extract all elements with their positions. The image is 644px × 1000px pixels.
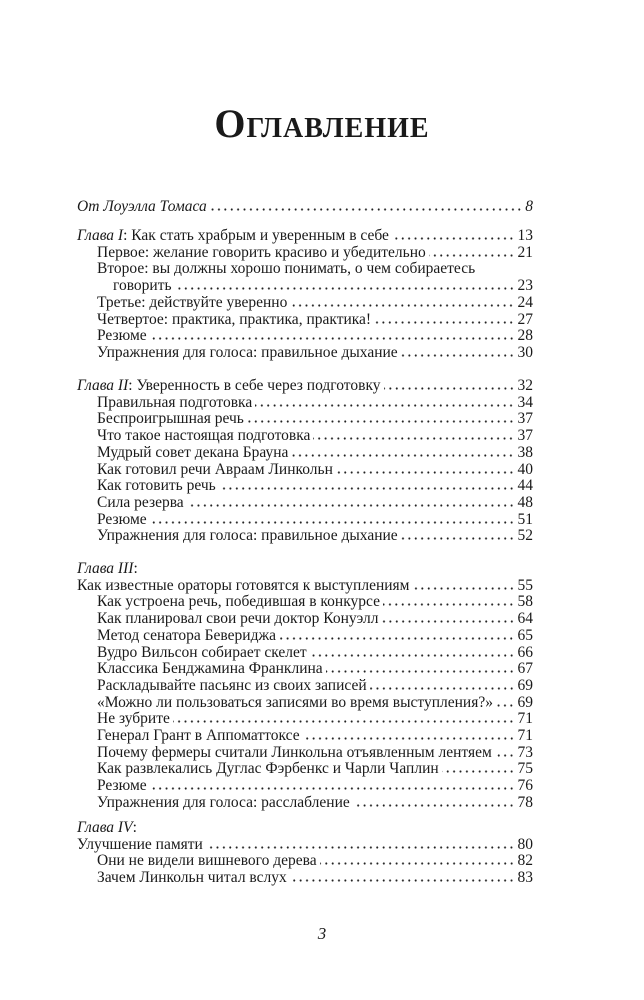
page-ref: 67 bbox=[517, 660, 533, 678]
page-ref: 76 bbox=[517, 777, 533, 795]
page-ref: 27 bbox=[517, 310, 533, 328]
entry-text: Правильная подготовка bbox=[97, 393, 253, 411]
page-ref: 83 bbox=[517, 869, 533, 887]
toc-entry bbox=[77, 628, 533, 645]
entry-text: Беспроигрышная речь bbox=[97, 410, 244, 428]
dot-leader bbox=[429, 254, 515, 257]
toc-entry bbox=[77, 411, 533, 428]
entry-text: Они не видели вишневого дерева bbox=[97, 852, 317, 870]
toc-entry-title bbox=[77, 837, 203, 854]
toc-entry-title bbox=[97, 661, 323, 678]
dot-leader bbox=[401, 537, 515, 540]
toc-entry bbox=[77, 228, 533, 245]
dot-leader bbox=[401, 354, 515, 357]
toc-entry-title bbox=[97, 870, 287, 887]
entry-text: Как известные ораторы готовятся к выступлениям bbox=[77, 576, 410, 594]
dot-leader bbox=[303, 737, 515, 740]
entry-text: Четвертое: практика, практика, практика! bbox=[97, 310, 372, 328]
toc-entry-title bbox=[97, 312, 371, 329]
toc-entry-title bbox=[97, 512, 147, 529]
toc-entry bbox=[77, 611, 533, 628]
toc-entry-title bbox=[97, 611, 379, 628]
page-ref: 32 bbox=[517, 377, 533, 394]
toc-entry-title bbox=[97, 853, 317, 870]
dot-leader bbox=[150, 337, 515, 340]
dot-leader bbox=[219, 487, 515, 490]
dot-leader bbox=[255, 404, 514, 407]
entry-text: Вудро Вильсон собирает скелет bbox=[97, 643, 307, 661]
toc-entry bbox=[77, 199, 533, 216]
toc-entry bbox=[77, 378, 533, 395]
entry-text: говорить bbox=[113, 277, 172, 295]
page-ref: 69 bbox=[517, 693, 533, 711]
toc-entry bbox=[77, 778, 533, 795]
page-ref: 21 bbox=[517, 243, 533, 261]
toc-entry bbox=[77, 661, 533, 678]
dot-leader bbox=[150, 521, 515, 524]
toc-entry-title bbox=[97, 678, 367, 695]
toc-entry-title bbox=[97, 245, 426, 262]
dot-leader bbox=[210, 208, 523, 211]
toc-entry-title bbox=[97, 328, 147, 345]
page-ref: 13 bbox=[517, 227, 533, 244]
page-ref: 30 bbox=[517, 343, 533, 361]
toc-section-chapter-2 bbox=[77, 378, 533, 545]
entry-text: Как готовил речи Авраам Линкольн bbox=[97, 460, 333, 478]
toc-entry bbox=[77, 478, 533, 495]
toc-entry bbox=[77, 837, 533, 854]
dot-leader bbox=[290, 304, 514, 307]
toc-entry-title bbox=[97, 761, 439, 778]
entry-text: Резюме bbox=[97, 327, 147, 345]
toc-entry bbox=[77, 395, 533, 412]
page-ref: 24 bbox=[517, 293, 533, 311]
page-ref: 78 bbox=[517, 793, 533, 811]
toc-heading-line bbox=[77, 820, 533, 837]
toc-entry-title bbox=[97, 528, 398, 545]
toc-entry-title bbox=[97, 395, 252, 412]
entry-text: Улучшение памяти bbox=[77, 835, 203, 853]
toc-entry bbox=[77, 278, 533, 295]
toc-entry bbox=[77, 594, 533, 611]
dot-leader bbox=[382, 620, 515, 623]
toc-entry bbox=[77, 745, 533, 762]
dot-leader bbox=[175, 287, 515, 290]
toc-entry bbox=[77, 462, 533, 479]
dot-leader bbox=[392, 237, 515, 240]
page-ref: 23 bbox=[517, 277, 533, 295]
toc-entry bbox=[77, 728, 533, 745]
dot-leader bbox=[173, 720, 515, 723]
toc-entry-title bbox=[97, 645, 307, 662]
dot-leader bbox=[279, 637, 514, 640]
chapter-label: Глава III bbox=[77, 560, 134, 577]
page-ref: 37 bbox=[517, 427, 533, 445]
entry-text: : Как стать храбрым и уверенным в себе bbox=[123, 227, 389, 244]
entry-text: : bbox=[132, 819, 137, 836]
entry-text: Упражнения для голоса: правильное дыхание bbox=[97, 343, 398, 361]
toc-entry bbox=[77, 345, 533, 362]
toc-entry bbox=[77, 528, 533, 545]
toc-entry-title bbox=[97, 495, 184, 512]
chapter-label: Глава IV bbox=[77, 819, 133, 836]
toc-entry bbox=[77, 870, 533, 887]
chapter-label: Глава I bbox=[77, 227, 124, 244]
toc-entry-title bbox=[77, 578, 410, 595]
entry-text: Первое: желание говорить красиво и убедительно bbox=[97, 243, 426, 261]
chapter-label: От Лоуэлла Томаса bbox=[77, 198, 207, 215]
toc-entry bbox=[77, 695, 533, 712]
toc-entry-title bbox=[97, 745, 492, 762]
toc-heading-line bbox=[77, 561, 533, 578]
dot-leader bbox=[384, 387, 515, 390]
toc-entry-title bbox=[97, 628, 276, 645]
toc-entry-title bbox=[77, 199, 207, 216]
toc-entry-title bbox=[97, 261, 475, 278]
page-ref: 75 bbox=[517, 760, 533, 778]
toc-entry bbox=[77, 312, 533, 329]
page-ref: 65 bbox=[517, 626, 533, 644]
entry-text: Зачем Линкольн читал вслух bbox=[97, 869, 287, 887]
page-ref: 37 bbox=[517, 410, 533, 428]
entry-text: Как готовить речь bbox=[97, 477, 216, 495]
toc-entry bbox=[77, 711, 533, 728]
dot-leader bbox=[413, 587, 515, 590]
dot-leader bbox=[495, 754, 515, 757]
page-ref: 66 bbox=[517, 643, 533, 661]
entry-text: Как развлекались Дуглас Фэрбенкс и Чарли Чаплин bbox=[97, 760, 439, 778]
dot-leader bbox=[374, 321, 514, 324]
page-ref: 73 bbox=[517, 743, 533, 761]
toc-heading-line bbox=[77, 261, 533, 278]
toc-entry bbox=[77, 445, 533, 462]
toc-entry-title bbox=[97, 411, 244, 428]
toc-entry-title bbox=[77, 561, 138, 578]
toc-entry bbox=[77, 328, 533, 345]
dot-leader bbox=[247, 420, 515, 423]
toc-entry-title bbox=[77, 820, 137, 837]
page-ref: 82 bbox=[517, 852, 533, 870]
page-ref: 8 bbox=[525, 198, 533, 215]
dot-leader bbox=[383, 603, 515, 606]
chapter-label: Глава II bbox=[77, 377, 129, 394]
dot-leader bbox=[353, 804, 515, 807]
dot-leader bbox=[291, 454, 514, 457]
toc-entry bbox=[77, 495, 533, 512]
entry-text: Что такое настоящая подготовка bbox=[97, 427, 311, 445]
toc-entry bbox=[77, 795, 533, 812]
dot-leader bbox=[370, 687, 515, 690]
entry-text: Почему фермеры считали Линкольна отъявленным лентяем bbox=[97, 743, 492, 761]
entry-text: Упражнения для голоса: расслабление bbox=[97, 793, 350, 811]
toc-entry bbox=[77, 245, 533, 262]
page-ref: 69 bbox=[517, 676, 533, 694]
page-ref: 38 bbox=[517, 443, 533, 461]
entry-text: : bbox=[133, 560, 138, 577]
entry-text: «Можно ли пользоваться записями во время выступления?» bbox=[97, 693, 493, 711]
toc-entry-title bbox=[97, 711, 170, 728]
page-ref: 71 bbox=[517, 710, 533, 728]
toc-section-chapter-4 bbox=[77, 820, 533, 887]
toc-entry bbox=[77, 645, 533, 662]
dot-leader bbox=[496, 704, 515, 707]
page-ref: 34 bbox=[517, 393, 533, 411]
page-ref: 28 bbox=[517, 327, 533, 345]
dot-leader bbox=[326, 670, 515, 673]
entry-text: Мудрый совет декана Брауна bbox=[97, 443, 289, 461]
entry-text: Резюме bbox=[97, 510, 147, 528]
toc-entry-title bbox=[97, 428, 310, 445]
entry-text: Резюме bbox=[97, 777, 147, 795]
page-ref: 51 bbox=[517, 510, 533, 528]
dot-leader bbox=[290, 879, 515, 882]
toc-entry-title bbox=[97, 445, 288, 462]
toc-entry-title bbox=[97, 778, 147, 795]
toc-entry-title bbox=[97, 345, 398, 362]
toc-entry-title bbox=[97, 462, 333, 479]
toc-entry bbox=[77, 295, 533, 312]
page-ref: 80 bbox=[517, 835, 533, 853]
entry-text: Как планировал свои речи доктор Конуэлл bbox=[97, 610, 379, 628]
toc-entry-title bbox=[97, 728, 300, 745]
entry-text: Третье: действуйте уверенно bbox=[97, 293, 288, 311]
entry-text: Сила резерва bbox=[97, 493, 184, 511]
entry-text: : Уверенность в себе через подготовку bbox=[128, 377, 381, 394]
toc-section-foreword bbox=[77, 199, 533, 216]
page-ref: 40 bbox=[517, 460, 533, 478]
entry-text: Как устроена речь, победившая в конкурсе bbox=[97, 593, 380, 611]
entry-text: Упражнения для голоса: правильное дыхание bbox=[97, 527, 398, 545]
toc-entry-title bbox=[97, 295, 287, 312]
dot-leader bbox=[320, 862, 515, 865]
toc-entry bbox=[77, 853, 533, 870]
dot-leader bbox=[442, 770, 515, 773]
toc-entry-title bbox=[77, 228, 389, 245]
dot-leader bbox=[336, 471, 515, 474]
toc-entry-title bbox=[97, 695, 493, 712]
page-title: Оглавление bbox=[214, 101, 430, 146]
dot-leader bbox=[187, 504, 515, 507]
entry-text: Не зубрите bbox=[97, 710, 170, 728]
toc-entry-title bbox=[97, 478, 216, 495]
entry-text: Метод сенатора Бевериджа bbox=[97, 626, 277, 644]
dot-leader bbox=[313, 437, 514, 440]
entry-text: Второе: вы должны хорошо понимать, о чем собираетесь bbox=[97, 260, 476, 278]
dot-leader bbox=[310, 654, 515, 657]
toc-entry-title bbox=[97, 594, 380, 611]
page-ref: 55 bbox=[517, 576, 533, 594]
toc-entry bbox=[77, 512, 533, 529]
toc-entry bbox=[77, 761, 533, 778]
dot-leader bbox=[150, 787, 515, 790]
page-ref: 48 bbox=[517, 493, 533, 511]
page-ref: 64 bbox=[517, 610, 533, 628]
toc-entry-title bbox=[97, 795, 350, 812]
page-ref: 52 bbox=[517, 527, 533, 545]
page-number: 3 bbox=[317, 924, 327, 943]
toc-entry bbox=[77, 578, 533, 595]
entry-text: Классика Бенджамина Франклина bbox=[97, 660, 323, 678]
entry-text: Генерал Грант в Аппоматтоксе bbox=[97, 727, 300, 745]
toc-entry-title bbox=[113, 278, 172, 295]
toc-section-chapter-3 bbox=[77, 561, 533, 812]
toc-entry bbox=[77, 428, 533, 445]
toc-section-chapter-1 bbox=[77, 228, 533, 362]
page-ref: 71 bbox=[517, 727, 533, 745]
entry-text: Раскладывайте пасьянс из своих записей bbox=[97, 676, 367, 694]
dot-leader bbox=[206, 846, 515, 849]
page-ref: 58 bbox=[517, 593, 533, 611]
toc-entry bbox=[77, 678, 533, 695]
toc-entry-title bbox=[77, 378, 381, 395]
page-ref: 44 bbox=[517, 477, 533, 495]
